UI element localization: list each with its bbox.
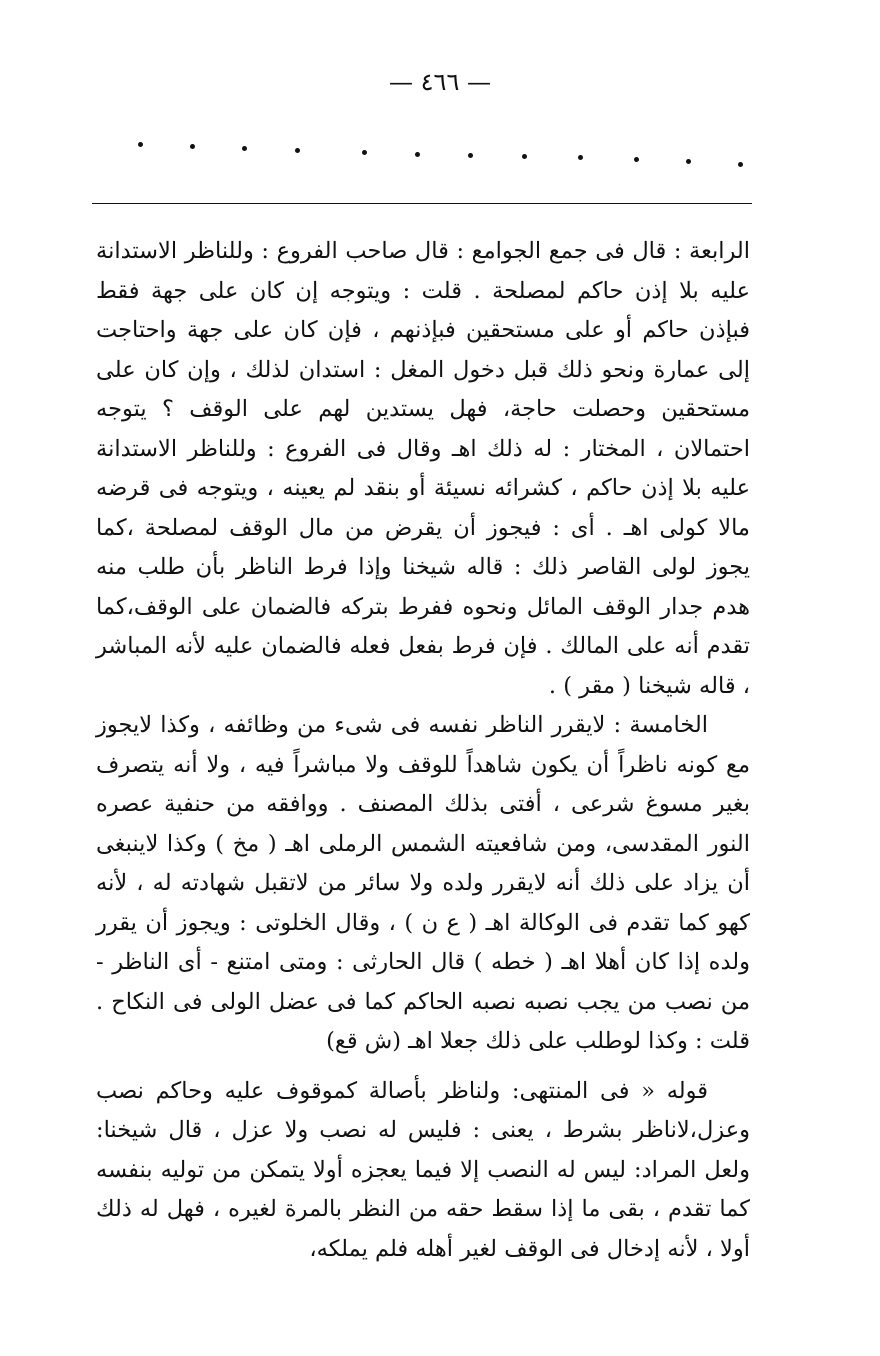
ornament-dot <box>242 146 247 151</box>
ornament-dot <box>295 148 300 153</box>
paragraph-fifth: الخامسة : لايقرر الناظر نفسه فى شىء من وظائفه ، وكذا لايجوز مع كونه ناظراً أن يكون شاهداً للوقف ولا مباشراً فيه ، ولا أنه يتصرف بغير مسوغ شرعى ، أفتى بذلك المصنف . ووافقه من حنفية عصره النور المقدسى، ومن شافعيته الشمس الرملى اهـ ( مخ ) وكذا لاينبغى أن يزاد على ذلك أنه لايقرر ولده ولا سائر من لاتقبل شهادته له ، لأنه كهو كما تقدم فى الوكالة اهـ ( ع ن ) ، وقال الخلوتى : ويجوز أن يقرر ولده إذا كان أهلا اهـ ( خطه ) قال الحارثى : ومتى امتنع - أى الناظر - من نصب من يجب نصبه نصبه الحاكم كما فى عضل الولى فى النكاح . قلت : وكذا لوطلب على ذلك جعلا اهـ (ش قع) <box>96 712 750 1054</box>
ornament-dot <box>415 152 420 157</box>
ornament-dot <box>468 153 473 158</box>
paragraph-fourth: الرابعة : قال فى جمع الجوامع : قال صاحب الفروع : وللناظر الاستدانة عليه بلا إذن حاكم لمصلحة . قلت : ويتوجه إن كان على جهة فقط فبإذن حاكم أو على مستحقين فبإذنهم ، فإن كان على جهة واحتاجت إلى عمارة ونحو ذلك قبل دخول المغل : استدان لذلك ، وإن كان على مستحقين وحصلت حاجة، فهل يستدين لهم على الوقف ؟ يتوجه احتمالان ، المختار : له ذلك اهـ وقال فى الفروع : وللناظر الاستدانة عليه بلا إذن حاكم ، كشرائه نسيئة أو بنقد لم يعينه ، ويتوجه فى قرضه مالا كولى اهـ . أى : فيجوز أن يقرض من مال الوقف لمصلحة ،كما يجوز لولى القاصر ذلك : قاله شيخنا وإذا فرط الناظر بأن طلب منه هدم جدار الوقف المائل ونحوه ففرط بتركه فالضمان على الوقف،كما تقدم أنه على المالك . فإن فرط بفعل فعله فالضمان عليه لأنه المباشر ، قاله شيخنا ( مقر ) . <box>96 238 750 699</box>
ornament-dot <box>190 144 195 149</box>
header-rule <box>92 203 752 204</box>
ornament-dot <box>138 142 143 147</box>
body-text <box>96 232 750 1269</box>
page-header <box>0 66 880 98</box>
ornament-dot <box>578 155 583 160</box>
page-number: — ٤٦٦ — <box>389 68 491 96</box>
ornament-dot-row <box>110 132 770 172</box>
ornament-dot <box>738 162 743 167</box>
ornament-dot <box>362 150 367 155</box>
paragraph-note: قوله « فى المنتهى: ولناظر بأصالة كموقوف عليه وحاكم نصب وعزل،لاناظر بشرط ، يعنى : فليس له نصب ولا عزل ، قال شيخنا: ولعل المراد: ليس له النصب إلا فيما يعجزه أولا يتمكن من توليه بنفسه كما تقدم ، بقى ما إذا سقط حقه من النظر بالمرة لغيره ، فهل له ذلك أولا ، لأنه إدخال فى الوقف لغير أهله فلم يملكه، <box>96 1077 750 1262</box>
ornament-dot <box>686 159 691 164</box>
ornament-dot <box>634 157 639 162</box>
ornament-dot <box>522 154 527 159</box>
